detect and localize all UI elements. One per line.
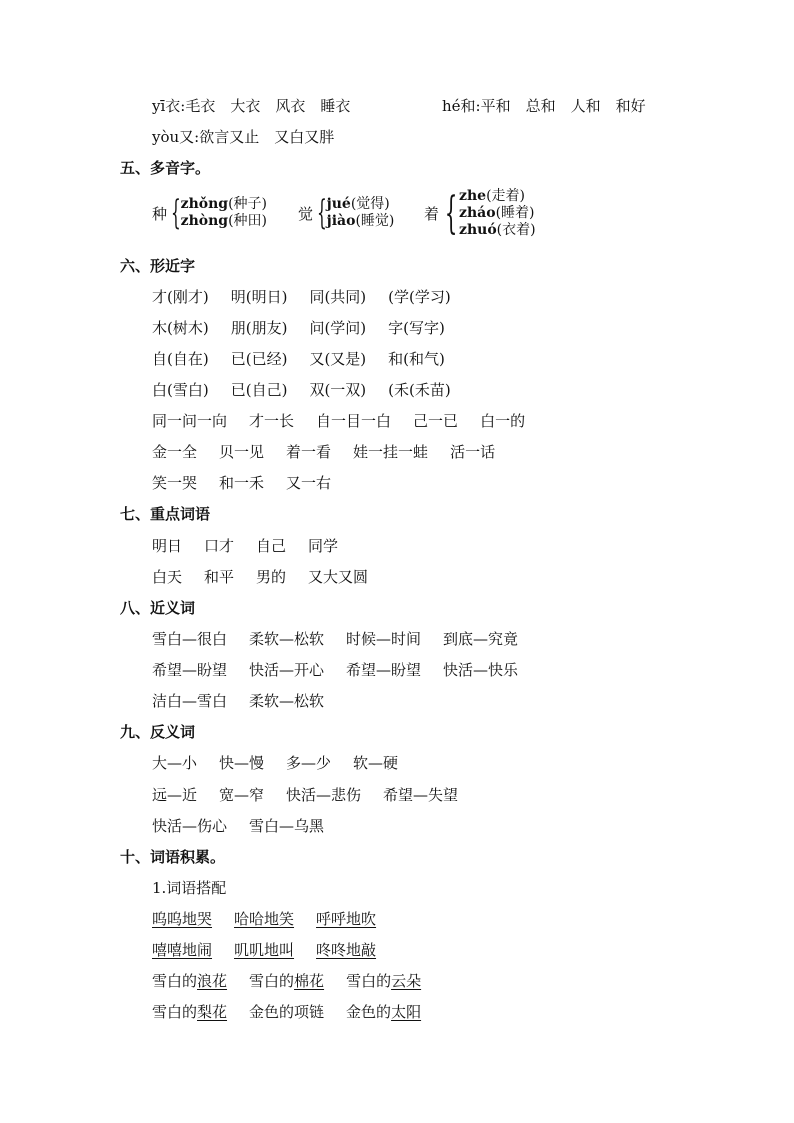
antonym-row [152,816,324,836]
polyphone-item: jiào(睡觉) [326,213,395,229]
word-item: 叽叽地叫 [234,941,295,959]
key-words-row [152,567,368,587]
word-item: 金一全 [152,443,198,461]
word-item: 才(刚才) [152,288,209,306]
key-words-row [152,536,338,556]
synonym-row [152,691,324,711]
word-item: 和平 [204,568,235,586]
word-item: 木(树木) [152,319,209,337]
polyphone-item: zhòng(种田) [180,213,268,229]
word-item: 己一已 [413,412,459,430]
word-item: 已(已经) [230,350,288,368]
polyphone-zhe [424,188,536,239]
word-item: 才一长 [249,412,295,430]
section-heading-6: 六、形近字 [120,257,196,275]
pinyin-yi-words: yī衣:毛衣 大衣 风衣 睡衣 [152,97,351,115]
word-item: 同学 [308,537,339,555]
word-item: 多—少 [286,754,332,772]
polyphone-char: 觉 [298,204,314,223]
word-item: 同一问一向 [152,412,228,430]
word-item: 已(自己) [230,381,288,399]
word-item: 男的 [256,568,287,586]
word-item: 希望—失望 [383,786,459,804]
word-item: 远—近 [152,786,198,804]
word-item: 朋(朋友) [230,319,288,337]
pinyin-row-you [152,127,334,147]
word-item: 快活—开心 [249,661,325,679]
polyphone-item: zháo(睡着) [459,205,535,221]
word-item: 又大又圆 [308,568,369,586]
word-item: 娃一挂一蛙 [353,443,429,461]
word-item: 白天 [152,568,183,586]
word-item: 雪白的梨花 [152,1003,228,1021]
similar-row [152,287,451,307]
word-item: 咚咚地敲 [316,941,377,959]
pinyin-row-he [442,96,646,116]
word-item: 呼呼地吹 [316,910,377,928]
word-item: 柔软—松软 [249,630,325,648]
polyphone-char: 着 [424,205,440,223]
polyphone-zhong [152,193,268,233]
word-item: 自一目一白 [316,412,392,430]
section-heading-10: 十、词语积累。 [120,848,226,866]
word-item: 活一话 [450,443,496,461]
brace-icon: { [444,187,458,239]
similar-row [152,411,525,431]
section-heading-9: 九、反义词 [120,723,196,741]
word-item: 明(明日) [230,288,288,306]
similar-row [152,318,445,338]
pinyin-he-words: hé和:平和 总和 人和 和好 [442,97,646,115]
word-item: 自己 [256,537,287,555]
word-item: 希望—盼望 [152,661,228,679]
word-item: 自(自在) [152,350,209,368]
polyphone-item: zhuó(衣着) [459,222,536,238]
word-item: 明日 [152,537,183,555]
word-item: 快活—悲伤 [286,786,362,804]
word-item: 雪白的云朵 [346,972,422,990]
antonym-row [152,753,398,773]
section-heading-8: 八、近义词 [120,599,196,617]
word-item: 和一禾 [219,474,265,492]
word-item: 口才 [204,537,235,555]
antonym-row [152,785,458,805]
word-item: 笑一哭 [152,474,198,492]
word-item: 大—小 [152,754,198,772]
word-item: 宽—窄 [219,786,265,804]
synonym-row [152,629,518,649]
word-item: 哈哈地笑 [234,910,295,928]
polyphone-jue [298,193,395,233]
similar-row [152,442,495,462]
word-item: 又(又是) [309,350,367,368]
word-item: 嘻嘻地闹 [152,941,213,959]
word-item: 雪白的棉花 [249,972,325,990]
word-item: 希望—盼望 [346,661,422,679]
polyphone-item: zhǒng(种子) [180,196,268,212]
collocation-row [152,940,376,960]
word-item: 软—硬 [353,754,399,772]
section-heading-5: 五、多音字。 [120,159,211,177]
synonym-row [152,660,518,680]
word-item: 和(和气) [388,350,445,368]
polyphone-item: jué(觉得) [326,196,390,212]
word-item: 白一的 [480,412,526,430]
word-item: 雪白的浪花 [152,972,228,990]
collocation-row [152,1002,421,1022]
word-item: 双(一双) [309,381,367,399]
brace-icon: { [316,193,327,233]
word-item: 同(共同) [309,288,367,306]
word-item: 快活—伤心 [152,817,228,835]
brace-icon: { [170,193,181,233]
similar-row [152,473,331,493]
pinyin-row-yi [152,96,350,116]
collocation-row [152,909,376,929]
word-item: 到底—究竟 [443,630,519,648]
similar-row [152,349,445,369]
word-item: 白(雪白) [152,381,209,399]
collocation-row [152,971,421,991]
word-item: 又一右 [286,474,332,492]
word-item: 雪白—很白 [152,630,228,648]
word-item: 问(学问) [309,319,367,337]
pinyin-you-words: yòu又:欲言又止 又白又胖 [152,128,335,146]
similar-row [152,380,451,400]
word-item: (禾(禾苗) [388,381,451,399]
word-item: 快—慢 [219,754,265,772]
word-item: 金色的项链 [249,1003,325,1021]
subsection-title: 1.词语搭配 [152,879,227,897]
word-item: 时候—时间 [346,630,422,648]
polyphone-char: 种 [152,204,168,223]
word-item: 着一看 [286,443,332,461]
polyphone-item: zhe(走着) [459,188,525,204]
word-item: 洁白—雪白 [152,692,228,710]
section-heading-7: 七、重点词语 [120,505,211,523]
word-item: (学(学习) [388,288,451,306]
word-item: 快活—快乐 [443,661,519,679]
word-item: 字(写字) [388,319,445,337]
word-item: 柔软—松软 [249,692,325,710]
word-item: 呜呜地哭 [152,910,213,928]
word-item: 雪白—乌黑 [249,817,325,835]
word-item: 贝一见 [219,443,265,461]
word-item: 金色的太阳 [346,1003,422,1021]
